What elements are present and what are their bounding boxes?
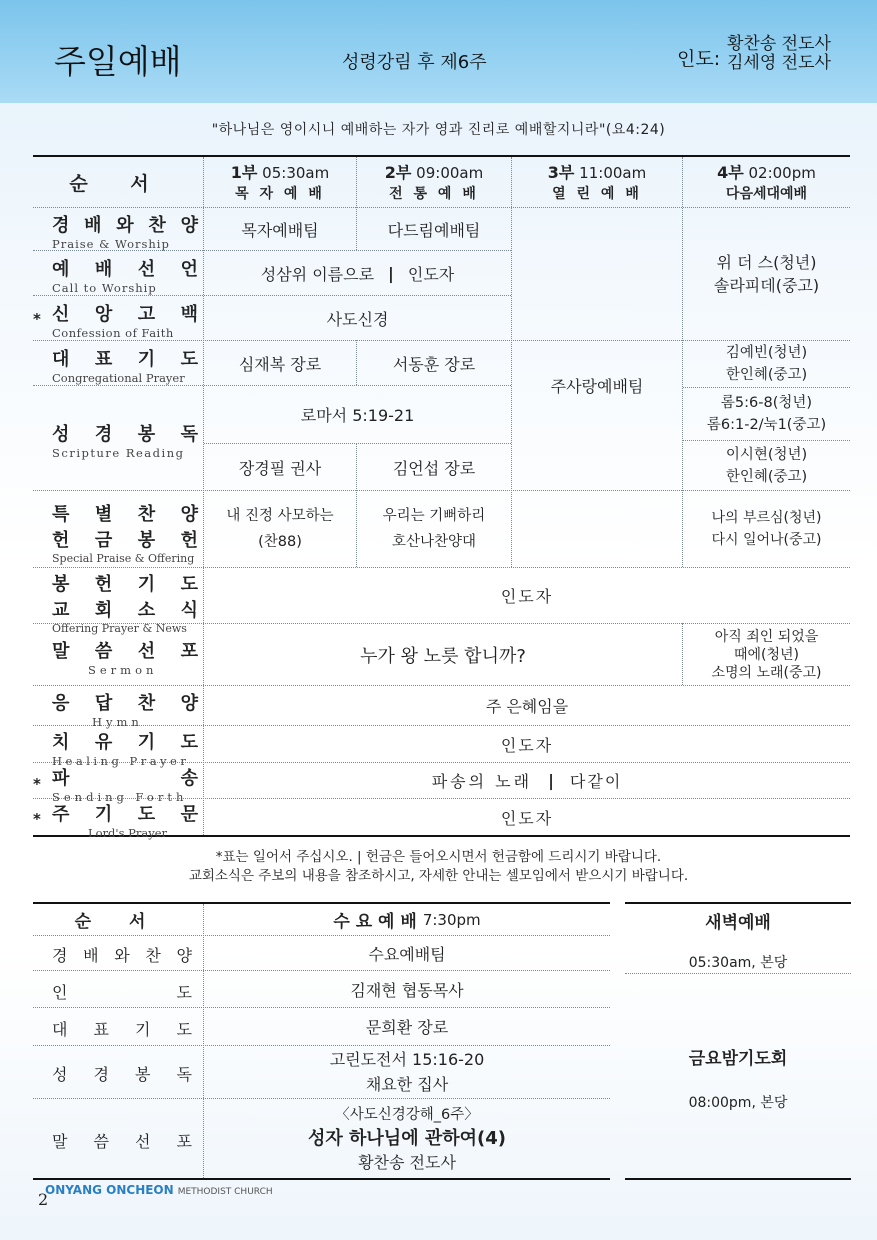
- wed-label-lead: 인 도: [52, 983, 192, 1002]
- reader-col4-a: 이시현(청년): [725, 446, 808, 463]
- sermon-col4-c: 소명의 노래(중고): [711, 664, 822, 681]
- label-ko: 성 경 봉 독: [52, 424, 198, 445]
- col-header-1: [204, 160, 356, 205]
- wed-label-sermon: 말 씀 선 포: [52, 1132, 192, 1151]
- wed-scripture-reader: 채요한 집사: [365, 1075, 449, 1094]
- friday-info: 08:00pm, 본당: [688, 1095, 788, 1111]
- wed-label-scripture: 성 경 봉 독: [52, 1065, 192, 1084]
- label-ko: 치 유 기 도: [52, 732, 198, 753]
- sending-cell: [204, 763, 850, 798]
- wed-bottom-rule: [33, 1178, 610, 1180]
- label-ko: 경 배 와 찬 양: [52, 215, 198, 236]
- prayer-col1: 심재복 장로: [238, 354, 322, 374]
- label-en: Healing Prayer: [52, 754, 190, 768]
- wed-title: 수 요 예 배: [333, 912, 417, 932]
- leader-names: [727, 35, 831, 73]
- friday-title: 금요밤기도회: [688, 1048, 788, 1069]
- wed-lead: 김재현 협동목사: [350, 980, 464, 1000]
- call-cell: [204, 251, 511, 295]
- dawn-title: 새벽예배: [705, 912, 771, 933]
- label-en: Scripture Reading: [52, 446, 185, 460]
- row-label-confession: [52, 300, 198, 340]
- wed-sermon-title: 성자 하나님에 관하여(4): [307, 1128, 506, 1149]
- call-leader: 인도자: [407, 264, 455, 284]
- reader-col2: 김언섭 장로: [392, 458, 476, 478]
- separator: |: [548, 771, 554, 790]
- standing-star: *: [33, 310, 41, 328]
- service-subtitle: 성령강림 후 제6주: [342, 52, 487, 73]
- church-name: ONYANG ONCHEON: [45, 1183, 174, 1197]
- col1-name: 목 자 예 배: [235, 186, 325, 202]
- label-ko: 특 별 찬 양: [52, 504, 198, 525]
- healing-cell: 인도자: [500, 735, 554, 755]
- praise-col4-a: 위 더 스(청년): [716, 253, 817, 272]
- label-ko: 신 앙 고 백: [52, 304, 198, 325]
- leader-label: 인도:: [677, 48, 721, 70]
- row-label-sermon: [52, 637, 198, 677]
- reader-col4: [683, 441, 850, 490]
- order-header: 순 서: [69, 172, 167, 195]
- col3-part: 3부: [547, 163, 575, 182]
- row-label-offering: [52, 570, 198, 635]
- praise-col2: 다드림예배팀: [387, 220, 481, 240]
- row-label-praise: [52, 211, 198, 251]
- row-label-scripture: [52, 420, 198, 460]
- prayer-col4-b: 한인혜(중고): [725, 367, 808, 383]
- label-en: Praise & Worship: [52, 237, 170, 251]
- row-label-lords: [52, 800, 198, 840]
- col2-name: 전 통 예 배: [389, 186, 479, 202]
- praise-col1: 목자예배팀: [241, 220, 319, 240]
- wed-title-cell: [204, 904, 610, 935]
- note-line-2: 교회소식은 주보의 내용을 참조하시고, 자세한 안내는 셀모임에서 받으시기 바랍니다.: [188, 868, 689, 884]
- scripture-col4: [683, 388, 850, 440]
- label-en: Congregational Prayer: [52, 371, 185, 385]
- wed-scripture: [204, 1046, 610, 1098]
- col1-part: 1부: [230, 163, 258, 182]
- wed-label-prayer: 대 표 기 도: [52, 1020, 192, 1039]
- sending-who: 다같이: [569, 772, 623, 791]
- label-ko: 파 송: [52, 768, 198, 789]
- dawn-info: 05:30am, 본당: [688, 955, 788, 971]
- special-col4: [683, 491, 850, 567]
- col2-part: 2부: [384, 163, 412, 182]
- label-ko: 예 배 선 언: [52, 259, 198, 280]
- row-label-prayer: [52, 345, 198, 385]
- service-title: 주일예배: [54, 42, 182, 81]
- wed-sermon-series: 〈사도신경강해_6주〉: [335, 1107, 479, 1123]
- church-sub: METHODIST CHURCH: [177, 1187, 273, 1197]
- col4-part: 4부: [717, 163, 744, 182]
- sermon-col4-b: 때에(청년): [733, 646, 800, 663]
- special-col1-a: 내 진정 사모하는: [226, 508, 334, 524]
- row-label-special: [52, 500, 198, 565]
- prayer-col4-a: 김예빈(청년): [725, 345, 808, 361]
- reader-col4-b: 한인혜(중고): [725, 468, 808, 485]
- bible-verse: "하나님은 영이시니 예배하는 자가 영과 진리로 예배할지니라"(요4:24): [211, 122, 666, 138]
- col3-team: 주사랑예배팀: [550, 376, 644, 396]
- label-ko: 응 답 찬 양: [52, 693, 198, 714]
- col4-name: 다음세대예배: [725, 186, 808, 202]
- label-en: Call to Worship: [52, 281, 157, 295]
- label-ko: 주 기 도 문: [52, 804, 198, 825]
- col-header-4: [683, 160, 850, 205]
- prayer-col2: 서동훈 장로: [392, 354, 476, 374]
- scripture-col4-a: 롬5:6-8(청년): [720, 395, 813, 411]
- row-label-hymn: [52, 689, 198, 729]
- special-col1-b: (찬88): [258, 534, 302, 550]
- label-en: Sending Forth: [52, 790, 188, 804]
- special-col1: [204, 491, 356, 567]
- label-ko: 대 표 기 도: [52, 349, 198, 370]
- side-top-rule: [625, 902, 851, 904]
- col4-time: 02:00pm: [748, 164, 816, 182]
- note-line-1: *표는 일어서 주십시오. | 헌금은 들어오시면서 헌금함에 드리시기 바랍니다.: [215, 849, 662, 865]
- offering-cell: 인도자: [500, 587, 554, 606]
- separator: |: [388, 263, 394, 283]
- lords-cell: 인도자: [500, 808, 554, 828]
- row-divider: [33, 1098, 610, 1099]
- leader-1: 황찬송 전도사: [727, 34, 831, 54]
- col-header-3: [512, 160, 682, 205]
- wed-sermon: [204, 1100, 610, 1178]
- sermon-col4-a: 아직 죄인 되었을: [714, 628, 819, 645]
- special-col2-a: 우리는 기뻐하리: [382, 508, 486, 524]
- row-label-sending: [52, 764, 198, 804]
- col-header-2: [357, 160, 511, 205]
- col1-time: 05:30am: [262, 164, 330, 182]
- row-label-call: [52, 255, 198, 295]
- label-en: Special Praise & Offering: [52, 552, 195, 565]
- label-ko-2: 교 회 소 식: [52, 600, 198, 621]
- scripture-col4-b: 롬6:1-2/눅1(중고): [706, 417, 827, 433]
- header-banner: [0, 0, 877, 103]
- label-ko: 말 씀 선 포: [52, 641, 198, 662]
- reader-col1: 장경필 권사: [238, 458, 322, 478]
- wed-praise: 수요예배팀: [368, 944, 446, 964]
- church-logo: [45, 1183, 273, 1197]
- side-bottom-rule: [625, 1178, 851, 1180]
- prayer-col4: [683, 341, 850, 387]
- special-col4-b: 다시 일어나(중고): [711, 532, 822, 548]
- label-ko: 봉 헌 기 도: [52, 574, 198, 595]
- label-en: Confession of Faith: [52, 326, 174, 340]
- standing-star: *: [33, 810, 41, 828]
- row-label-healing: [52, 728, 198, 768]
- scripture-cell: 로마서 5:19-21: [300, 406, 415, 425]
- sermon-col4: [683, 624, 850, 685]
- call-text: 성삼위 이름으로: [260, 264, 375, 284]
- leader-2: 김세영 전도사: [727, 53, 831, 73]
- sending-song: 파송의 노래: [431, 772, 533, 791]
- wed-order-header: 순 서: [74, 912, 162, 932]
- label-en: Sermon: [88, 663, 158, 677]
- praise-col4: [683, 208, 850, 340]
- special-col2: [357, 491, 511, 567]
- special-col2-b: 호산나찬양대: [391, 534, 477, 550]
- wed-sermon-preacher: 황찬송 전도사: [358, 1153, 456, 1172]
- standing-star: *: [33, 775, 41, 793]
- label-ko-2: 헌 금 봉 헌: [52, 530, 198, 551]
- label-en: Offering Prayer & News: [52, 622, 187, 635]
- praise-col4-b: 솔라피데(중고): [713, 276, 820, 295]
- col3-name: 열 린 예 배: [552, 186, 642, 202]
- confession-cell: 사도신경: [326, 309, 389, 329]
- wed-label-praise: 경 배 와 찬 양: [52, 946, 192, 965]
- sermon-cell: 누가 왕 노릇 합니까?: [360, 645, 526, 667]
- label-en: Hymn: [92, 715, 143, 729]
- special-col4-a: 나의 부르심(청년): [711, 510, 822, 526]
- col2-time: 09:00am: [416, 164, 484, 182]
- col3-time: 11:00am: [579, 164, 647, 182]
- wed-scripture-ref: 고린도전서 15:16-20: [329, 1050, 485, 1069]
- wed-time: 7:30pm: [422, 910, 481, 929]
- wed-prayer: 문희환 장로: [365, 1018, 449, 1037]
- hymn-cell: 주 은혜임을: [485, 697, 569, 716]
- page-number: 2: [38, 1190, 49, 1209]
- label-en: Lord's Prayer: [88, 826, 168, 840]
